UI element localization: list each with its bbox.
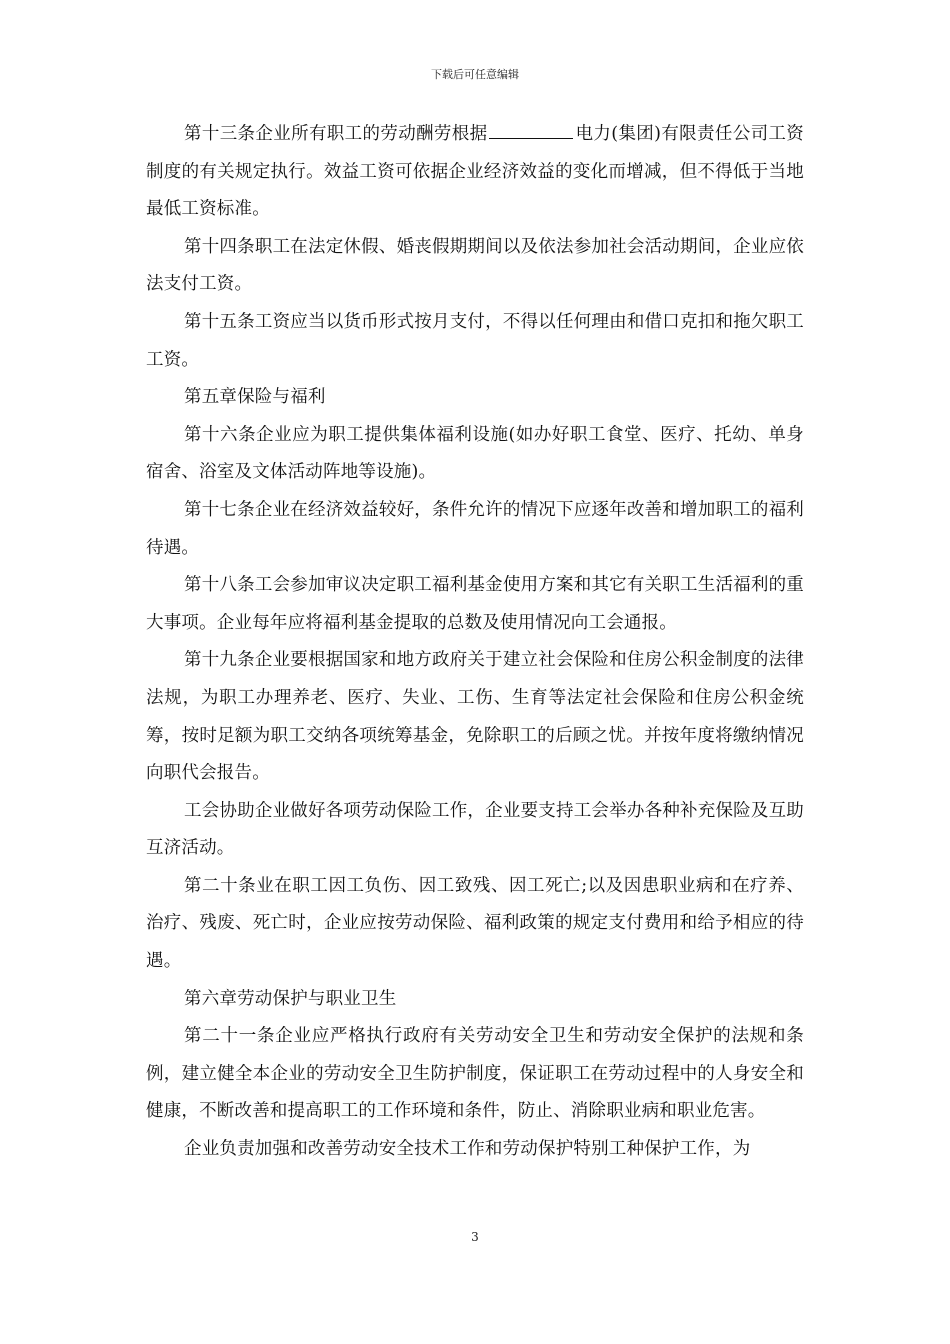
paragraph-article-16: 第十六条企业应为职工提供集体福利设施(如办好职工食堂、医疗、托幼、单身宿舍、浴室及文体活动阵地等设施)。: [146, 424, 804, 483]
paragraph-labor-safety: 企业负责加强和改善劳动安全技术工作和劳动保护特别工种保护工作，为: [184, 1139, 751, 1160]
paragraph-article-14: 第十四条职工在法定休假、婚丧假期期间以及依法参加社会活动期间，企业应依法支付工资。: [146, 236, 804, 295]
paragraph-article-19: 第十九条企业要根据国家和地方政府关于建立社会保险和住房公积金制度的法律法规，为职工办理养老、医疗、失业、工伤、生育等法定社会保险和住房公积金统筹，按时足额为职工交纳各项统筹基金，免除职工的后顾之忧。并按年度将缴纳情况向职代会报告。: [146, 650, 804, 784]
paragraph-article-18: 第十八条工会参加审议决定职工福利基金使用方案和其它有关职工生活福利的重大事项。企业每年应将福利基金提取的总数及使用情况向工会通报。: [146, 575, 804, 633]
chapter-heading-5: 第五章保险与福利: [184, 387, 326, 408]
paragraph-article-13: [146, 116, 804, 229]
chapter-heading-6: 第六章劳动保护与职业卫生: [184, 988, 397, 1009]
page-header: 下载后可任意编辑: [431, 68, 519, 81]
fill-in-blank: [489, 122, 573, 139]
page-number: 3: [471, 1230, 479, 1244]
paragraph-text: 第十三条企业所有职工的劳动酬劳根据: [184, 124, 488, 144]
paragraph-text: 电力(集团)有限责任公司工资制度的有关规定执行。效益工资可依据企业经济效益的变化而增减，但不得低于当地最低工资标准。: [146, 124, 804, 220]
paragraph-article-17: 第十七条企业在经济效益较好，条件允许的情况下应逐年改善和增加职工的福利待遇。: [146, 499, 804, 558]
paragraph-article-15: 第十五条工资应当以货币形式按月支付，不得以任何理由和借口克扣和拖欠职工工资。: [146, 311, 804, 370]
paragraph-article-21: 第二十一条企业应严格执行政府有关劳动安全卫生和劳动安全保护的法规和条例，建立健全本企业的劳动安全卫生防护制度，保证职工在劳动过程中的人身安全和健康，不断改善和提高职工的工作环境和条件，防止、消除职业病和职业危害。: [146, 1026, 804, 1122]
paragraph-article-20: 第二十条业在职工因工负伤、因工致残、因工死亡;以及因患职业病和在疗养、治疗、残废、死亡时，企业应按劳动保险、福利政策的规定支付费用和给予相应的待遇。: [146, 875, 804, 972]
paragraph-union-insurance: 工会协助企业做好各项劳动保险工作，企业要支持工会举办各种补充保险及互助互济活动。: [146, 800, 804, 859]
document-body: [146, 116, 804, 1169]
